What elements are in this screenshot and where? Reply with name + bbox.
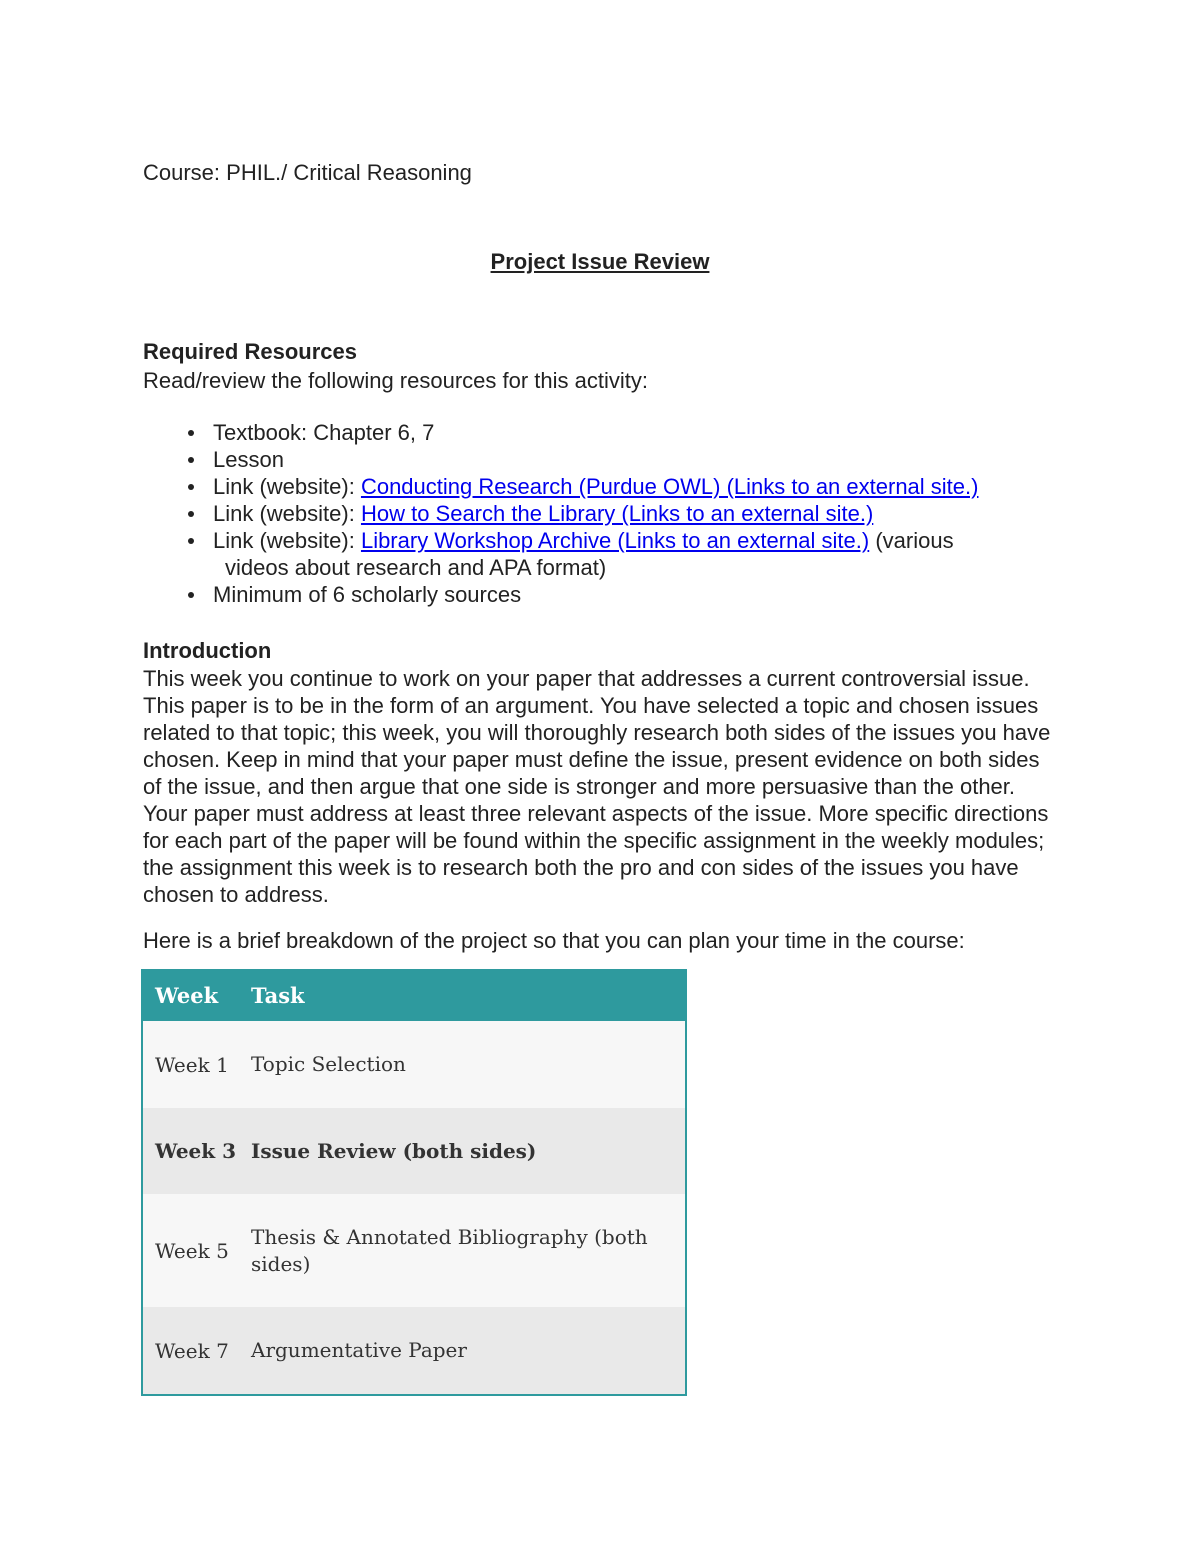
resources-intro: Read/review the following resources for this activity: bbox=[143, 368, 648, 393]
header-task: Task bbox=[251, 982, 305, 1008]
bullet-icon bbox=[188, 457, 194, 463]
course-line: Course: PHIL./ Critical Reasoning bbox=[143, 160, 472, 185]
bullet-icon bbox=[188, 511, 194, 517]
list-item: Textbook: Chapter 6, 7 bbox=[143, 419, 1073, 446]
table-row bbox=[143, 1108, 685, 1194]
week-cell: Week 7 bbox=[155, 1338, 229, 1363]
link-library-workshop-archive[interactable]: Library Workshop Archive (Links to an external site.) bbox=[360, 528, 870, 553]
task-cell: Argumentative Paper bbox=[251, 1338, 467, 1362]
bullet-icon bbox=[188, 484, 194, 490]
introduction-heading: Introduction bbox=[143, 638, 272, 663]
table-row bbox=[143, 1194, 685, 1307]
page-title: Project Issue Review bbox=[490, 249, 710, 274]
link-search-library[interactable]: How to Search the Library (Links to an external site.) bbox=[360, 501, 874, 526]
task-cell: Topic Selection bbox=[251, 1052, 406, 1076]
bullet-icon bbox=[188, 538, 194, 544]
week-cell: Week 1 bbox=[155, 1052, 229, 1077]
week-cell: Week 3 bbox=[155, 1139, 237, 1163]
required-resources-heading: Required Resources bbox=[143, 339, 357, 364]
link-conducting-research[interactable]: Conducting Research (Purdue OWL) (Links to an external site.) bbox=[360, 474, 979, 499]
list-item: Lesson bbox=[143, 446, 1073, 473]
week-cell: Week 5 bbox=[155, 1238, 229, 1263]
bullet-icon bbox=[188, 430, 194, 436]
task-cell: Thesis & Annotated Bibliography (both sides) bbox=[251, 1224, 648, 1276]
header-week: Week bbox=[155, 982, 219, 1008]
breakdown-intro: Here is a brief breakdown of the project so that you can plan your time in the course: bbox=[143, 928, 965, 953]
task-cell: Issue Review (both sides) bbox=[251, 1138, 537, 1163]
list-item: Link (website): Conducting Research (Purdue OWL) (Links to an external site.) bbox=[143, 473, 1073, 500]
list-item: Link (website): Library Workshop Archive (Links to an external site.) (various videos about research and APA format) bbox=[143, 527, 1073, 581]
bullet-icon bbox=[188, 592, 194, 598]
introduction-body: This week you continue to work on your paper that addresses a current controversial issue. This paper is to be in the form of an argument. You have selected a topic and chosen issues related to that topic; this week, you will thoroughly research both sides of the issues you have chosen. Keep in mind that your paper must define the issue, present evidence on both sides of the issue, and then argue that one side is stronger and more persuasive than the other. Your paper must address at least three relevant aspects of the issue. More specific directions for each part of the paper will be found within the specific assignment in the weekly modules; the assignment this week is to research both the pro and con sides of the issues you have chosen to address. bbox=[143, 666, 1051, 907]
list-item: Link (website): How to Search the Library (Links to an external site.) bbox=[143, 500, 1073, 527]
table-row bbox=[143, 1307, 685, 1394]
list-item: Minimum of 6 scholarly sources bbox=[143, 581, 1073, 608]
table-row bbox=[143, 1021, 685, 1108]
project-schedule-table bbox=[141, 969, 687, 1396]
table-header bbox=[143, 969, 685, 1021]
resource-list bbox=[143, 419, 1073, 608]
